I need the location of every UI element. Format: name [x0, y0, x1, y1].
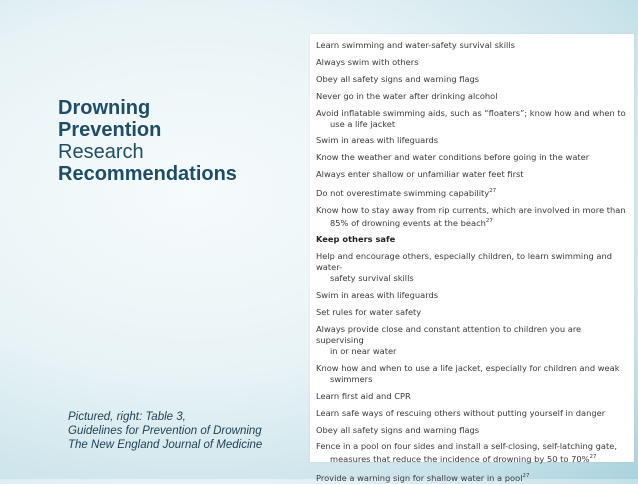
citation-superscript: 27	[489, 188, 497, 195]
table-row-text: Obey all safety signs and warning flags	[316, 424, 480, 435]
table-row-text: Avoid inflatable swimming aids, such as “floaters”; know how and when to	[316, 107, 626, 118]
table-row-text: Learn safe ways of rescuing others without putting yourself in danger	[316, 407, 606, 418]
caption-line-2: Guidelines for Prevention of Drowning	[68, 425, 262, 437]
table-row-continuation	[316, 216, 630, 229]
table-row	[316, 186, 630, 199]
title-line-drowning: Drowning	[58, 97, 151, 119]
table-row	[316, 91, 630, 102]
citation-superscript: 27	[589, 454, 597, 461]
table-row	[316, 324, 630, 357]
table-section-heading	[316, 234, 630, 245]
table-row-continuation-text: 85% of drowning events at the beach	[330, 217, 486, 228]
table-row-continuation	[316, 119, 630, 130]
table-row	[316, 408, 630, 419]
table-row-continuation	[316, 273, 630, 284]
table-row-text: Obey all safety signs and warning flags	[316, 73, 480, 84]
table-row-text: Set rules for water safety	[316, 307, 422, 318]
table-row-continuation-text: safety survival skills	[330, 273, 414, 284]
title-line-prevention: Prevention	[58, 119, 162, 141]
guidelines-table-image	[310, 34, 634, 483]
table-row-text: Do not overestimate swimming capability	[316, 187, 490, 198]
table-row-continuation	[316, 452, 630, 465]
table-row-text: Keep others safe	[316, 234, 396, 245]
table-row-text: Swim in areas with lifeguards	[316, 135, 439, 146]
table-row	[316, 74, 630, 85]
table-row	[316, 40, 630, 51]
table-row-text: Fence in a pool on four sides and install a self-closing, self-latching gate,	[316, 441, 617, 452]
table-row	[316, 441, 630, 465]
table-row-text: Always provide close and constant attention to children you are supervising	[316, 324, 582, 345]
table-row	[316, 307, 630, 318]
table-row	[316, 169, 630, 180]
table-row	[316, 108, 630, 130]
table-row	[316, 57, 630, 68]
table-row	[316, 425, 630, 436]
table-row-text: Learn first aid and CPR	[316, 390, 411, 401]
title-line-recommendations: Recommendations	[58, 163, 237, 185]
citation-superscript: 27	[522, 473, 530, 480]
citation-superscript: 27	[485, 217, 493, 224]
table-row-text: Know how and when to use a life jacket, especially for children and weak	[316, 362, 620, 373]
table-row-continuation-text: measures that reduce the incidence of drowning by 50 to 70%	[330, 454, 590, 465]
caption-line-1: Pictured, right: Table 3,	[68, 411, 186, 423]
table-row	[316, 251, 630, 284]
image-caption	[68, 410, 298, 452]
table-row-text: Help and encourage others, especially children, to learn swimming and water-	[316, 251, 613, 273]
table-row-text: Swim in areas with lifeguards	[316, 290, 439, 301]
table-row	[316, 205, 630, 229]
table-row	[316, 135, 630, 146]
table-row-text: Always enter shallow or unfamiliar water feet first	[316, 169, 524, 180]
caption-line-3: The New England Journal of Medicine	[68, 439, 263, 451]
table-row-text: Know how to stay away from rip currents, which are involved in more than	[316, 204, 626, 215]
table-row	[316, 391, 630, 402]
table-row-continuation	[316, 374, 630, 385]
table-row	[316, 363, 630, 385]
table-row-continuation-text: swimmers	[330, 373, 373, 384]
table-row-continuation-text: use a life jacket	[330, 118, 396, 129]
slide-title	[58, 97, 298, 185]
table-row-text: Always swim with others	[316, 56, 419, 67]
table-row	[316, 471, 630, 484]
table-row	[316, 290, 630, 301]
table-row	[316, 152, 630, 163]
table-row-text: Never go in the water after drinking alcohol	[316, 90, 498, 101]
table-row-text: Learn swimming and water-safety survival skills	[316, 40, 515, 50]
table-row-continuation-text: in or near water	[330, 346, 397, 356]
title-line-research: Research	[58, 141, 144, 163]
table-row-text: Provide a warning sign for shallow water in a pool	[316, 472, 523, 483]
table-row-text: Know the weather and water conditions before going in the water	[316, 152, 590, 163]
table-row-continuation	[316, 346, 630, 357]
